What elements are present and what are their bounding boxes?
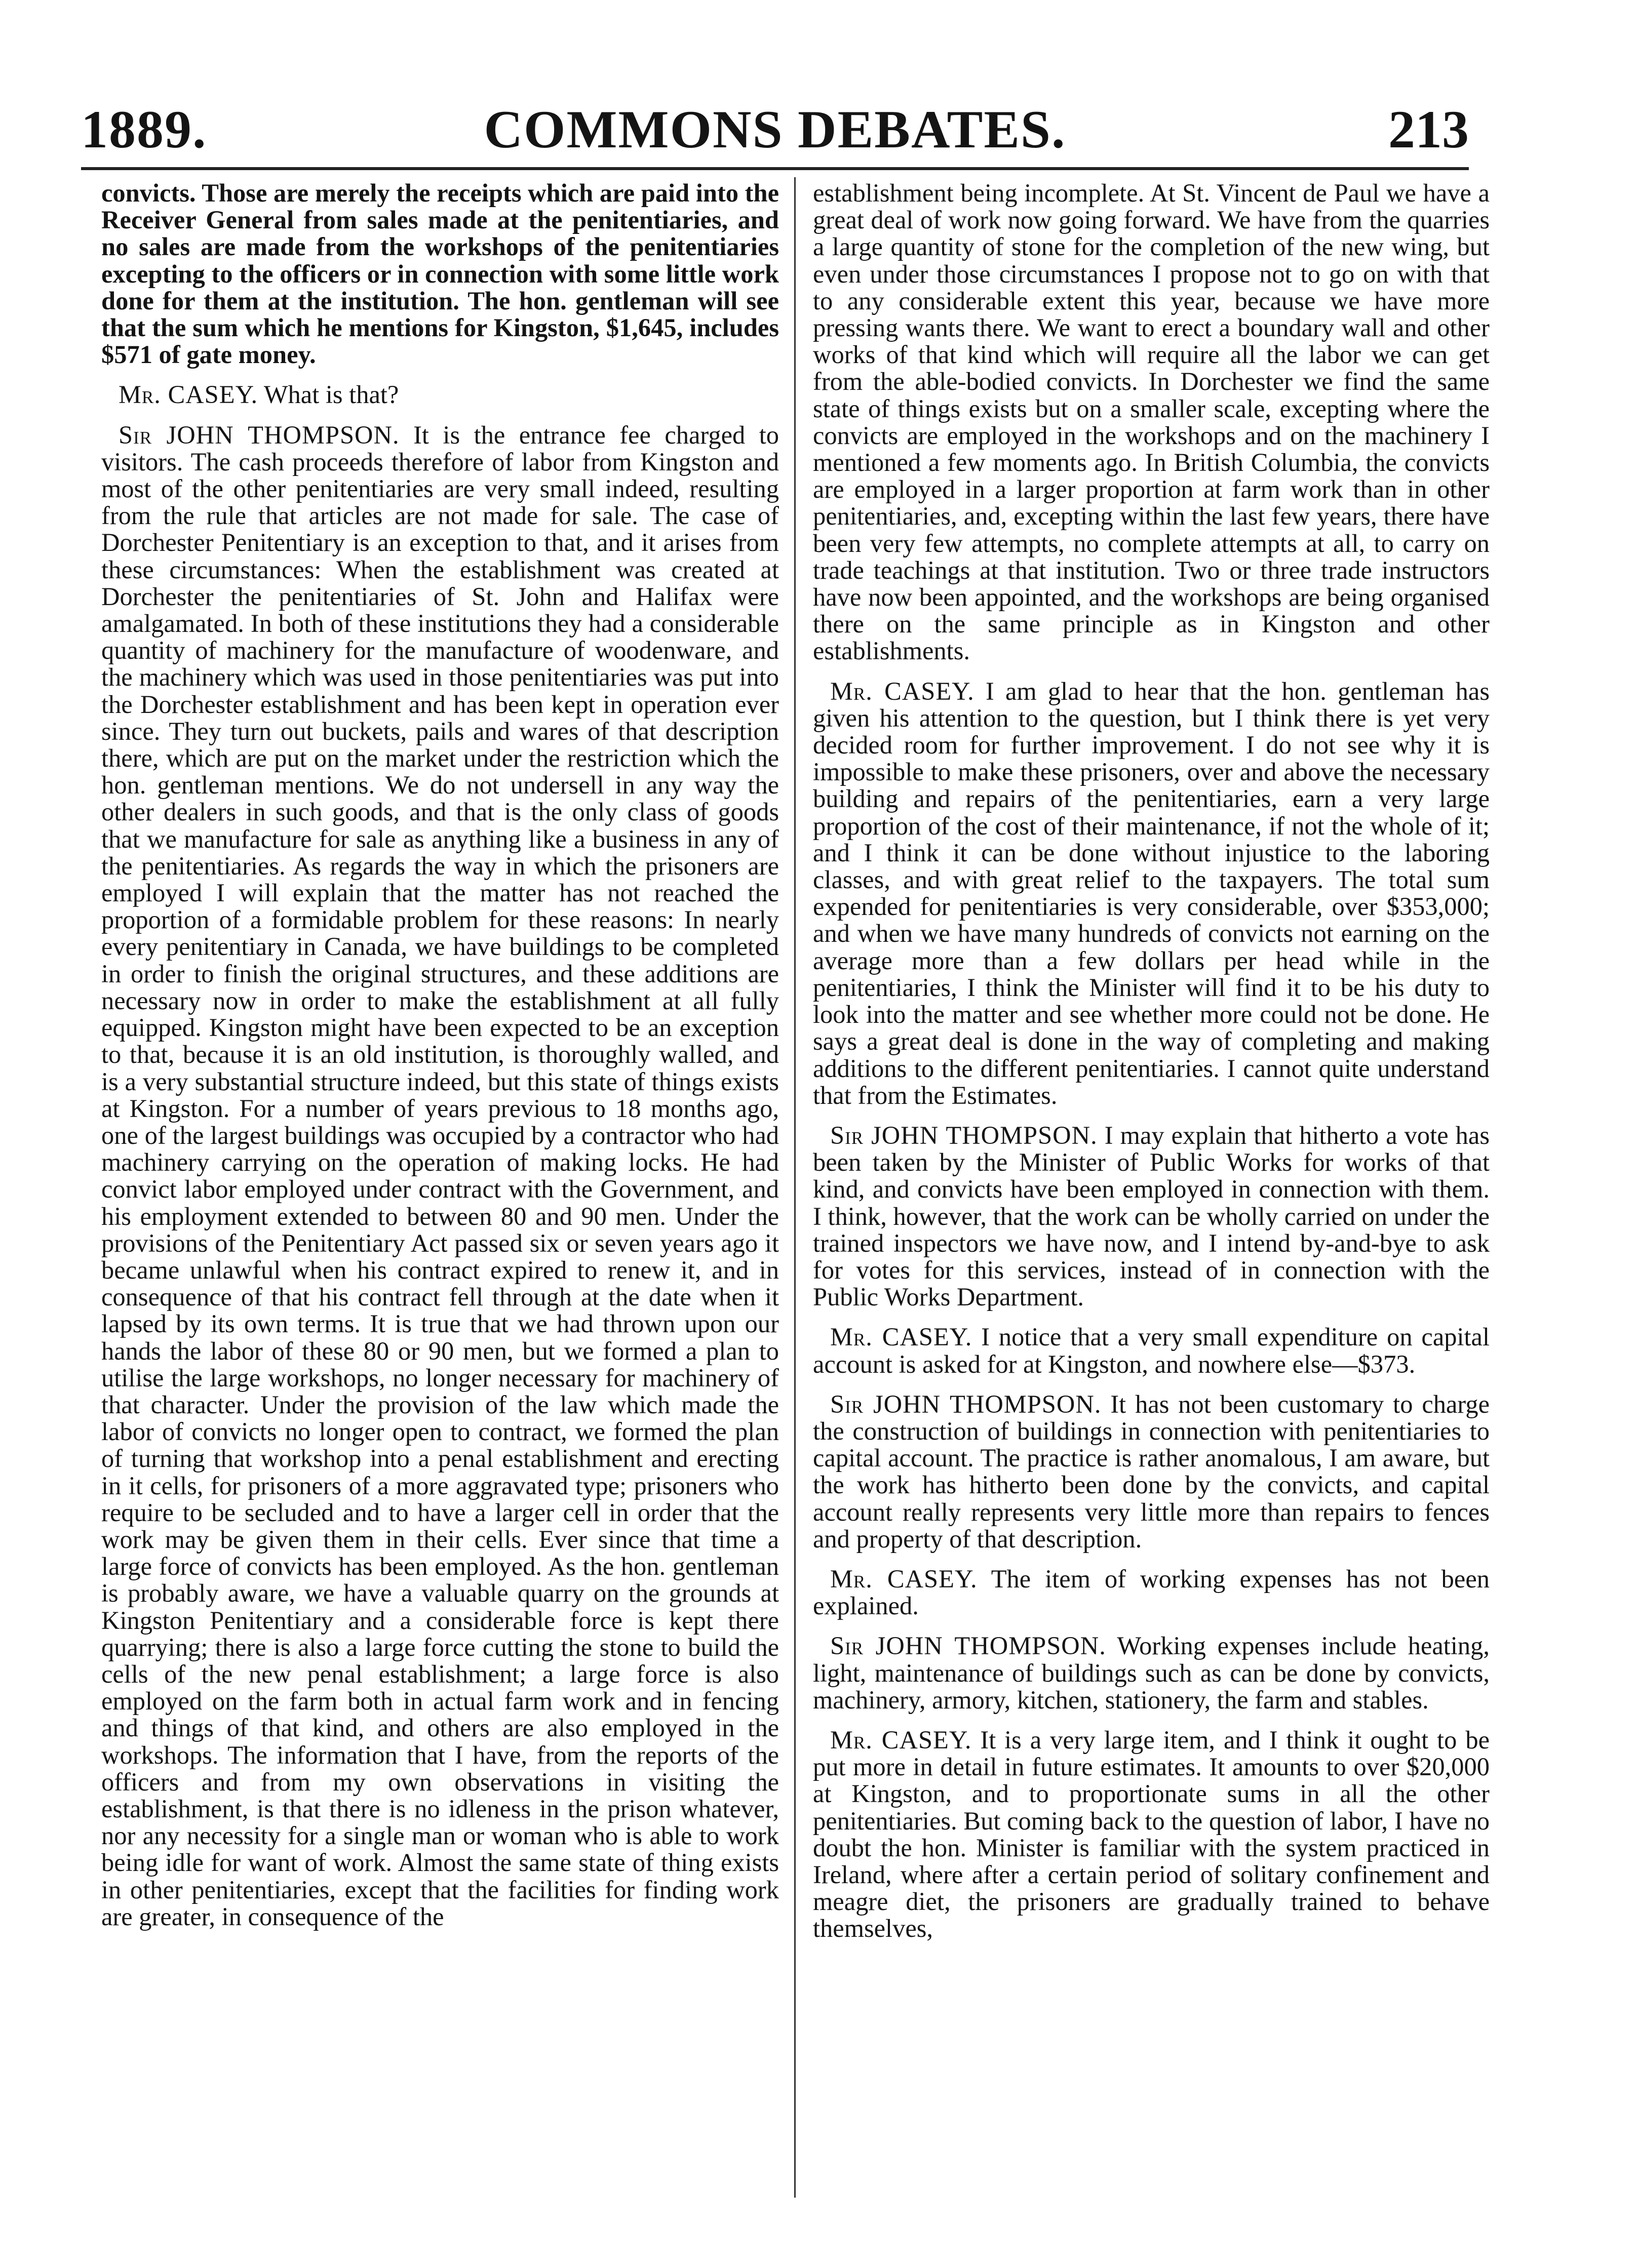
- paragraph-text: convicts. Those are merely the receipts which are paid into the Receiver General from sales made at the penitentiaries, and no sales are made from the workshops of the penitentiaries excepting to the officers or in connection with some little work done for them at the institution. The hon. gentleman will see that the sum which he mentions for Kingston, $1,645, includes $571 of gate money.: [101, 180, 779, 369]
- paragraph-text: establishment being incomplete. At St. Vincent de Paul we have a great deal of work now going forward. We have from the quarries a large quantity of stone for the completion of the new wing, but even under those circumstances I propose not to go on with that to any considerable extent this year, because we have more pressing wants there. We want to erect a boundary wall and other works of that kind which will require all the labor we can get from the able-bodied convicts. In Dorchester we find the same state of things exists but on a smaller scale, excepting where the convicts are employed in the workshops and on the machinery I mentioned a few moments ago. In British Columbia, the convicts are employed in a larger proportion at farm work than in other penitentiaries, and, excepting within the last few years, there have been very few attempts, no complete attempts at all, to carry on trade teachings at that institution. Two or three trade instructors have now been appointed, and the workshops are being organised there on the same principle as in Kingston and other establishments.: [813, 180, 1490, 665]
- paragraph-text: It is the entrance fee charged to visitors. The cash proceeds therefore of labor from Kingston and most of the other penitentiaries are very small indeed, resulting from the rule that articles are not made for sale. The case of Dorchester Penitentiary is an exception to that, and it arises from these circumstances: When the establishment was created at Dorchester the penitentiaries of St. John and Halifax were amalgamated. In both of these institutions they had a considerable quantity of machinery for the manufacture of woodenware, and the machinery which was used in those penitentiaries was put into the Dorchester establishment and has been kept in operation ever since. They turn out buckets, pails and wares of that description there, which are put on the market under the restriction which the hon. gentleman mentions. We do not undersell in any way the other dealers in such goods, and that is the only class of goods that we manufacture for sale as anything like a business in any of the penitentiaries. As regards the way in which the prisoners are employed I will explain that the matter has not reached the proportion of a formidable problem for these reasons: In nearly every penitentiary in Canada, we have buildings to be completed in order to finish the original structures, and these additions are necessary now in order to make the establishment at all fully equipped. Kingston might have been expected to be an exception to that, because it is an old institution, is thoroughly walled, and is a very substantial structure indeed, but this state of things exists at Kingston. For a number of years previous to 18 months ago, one of the largest buildings was occupied by a contractor who had machinery carrying on the operation of making locks. He had convict labor employed under contract with the Government, and his employment extended to between 80 and 90 men. Under the provisions of the Penitentiary Act passed six or seven years ago it became unlawful when his contract expired to renew it, and in consequence of that his contract fell through at the date when it lapsed by its own terms. It is true that we had thrown upon our hands the labor of these 80 or 90 men, but we formed a plan to utilise the large workshops, no longer necessary for machinery of that character. Under the provision of the law which made the labor of convicts no longer open to contract, we formed the plan of turning that workshop into a penal establishment and erecting in it cells, for prisoners of a more aggravated type; prisoners who require to be secluded and to have a larger cell in order that the work may be given them in their cells. Ever since that time a large force of convicts has been employed. As the hon. gentleman is probably aware, we have a valuable quarry on the grounds at Kingston Penitentiary and a considerable force is kept there quarrying; there is also a large force cutting the stone to build the cells of the new penal establishment; a large force is also employed on the farm both in actual farm work and in fencing and things of that kind, and others are also employed in the workshops. The information that I have, from the reports of the officers and from my own observations in visiting the establishment, is that there is no idleness in the prison whatever, nor any necessity for a single man or woman who is able to work being idle for want of work. Almost the same state of thing exists in other penitentiaries, except that the facilities for finding work are greater, in consequence of the: [101, 420, 779, 1931]
- speaker-name: Mr. CASEY.: [830, 1323, 972, 1351]
- paragraph: [813, 180, 1490, 665]
- paragraph-text: I am glad to hear that the hon. gentleman has given his attention to the question, but I think there is yet very decided room for further improvement. I do not see why it is impossible to make these prisoners, over and above the necessary building and repairs of the penitentiaries, earn a very large proportion of the cost of their maintenance, if not the whole of it; and I think it can be done without injustice to the laboring classes, and with great relief to the taxpayers. The total sum expended for penitentiaries is very considerable, over $353,000; and when we have many hundreds of convicts not earning on the average more than a few dollars per head while in the penitentiaries, I think the Minister will find it to be his duty to look into the matter and see whether more could not be done. He says a great deal is done in the way of completing and making additions to the different penitentiaries. I cannot quite understand that from the Estimates.: [813, 677, 1490, 1109]
- speaker-name: Sir JOHN THOMPSON.: [830, 1389, 1102, 1418]
- paragraph: [813, 1633, 1490, 1714]
- header-rule: [81, 167, 1469, 170]
- paragraph-text: Working expenses include heating, light, maintenance of buildings such as can be done by convicts, machinery, armory, kitchen, stationery, the farm and stables.: [813, 1632, 1490, 1714]
- paragraph: [813, 1727, 1490, 1942]
- right-column: [813, 180, 1490, 2205]
- speaker-name: Sir JOHN THOMPSON.: [119, 420, 400, 449]
- speaker-name: Mr. CASEY.: [830, 1564, 978, 1593]
- speaker-name: Mr. CASEY.: [119, 380, 258, 409]
- column-divider: [794, 177, 796, 2198]
- paragraph: [813, 1122, 1490, 1310]
- header-year: 1889.: [81, 100, 207, 159]
- paragraph: [813, 1324, 1490, 1377]
- paragraph: [101, 180, 779, 368]
- left-column: [101, 180, 779, 2205]
- paragraph-text: It is a very large item, and I think it ought to be put more in detail in future estimates. It amounts to over $20,000 at Kingston, and to proportionate sums in all the other penitentiaries. But coming back to the question of labor, I have no doubt the hon. Minister is familiar with the system practiced in Ireland, where after a certain period of solitary confinement and meagre diet, the prisoners are gradually trained to behave themselves,: [813, 1725, 1490, 1943]
- paragraph: [101, 422, 779, 1930]
- speaker-name: Mr. CASEY.: [830, 1725, 972, 1754]
- paragraph: [813, 678, 1490, 1109]
- paragraph: [101, 381, 779, 408]
- paragraph: [813, 1391, 1490, 1553]
- paragraph-text: I may explain that hitherto a vote has been taken by the Minister of Public Works for works of that kind, and convicts have been employed in connection with them. I think, however, that the work can be wholly carried on under the trained inspectors we have now, and I intend by-and-bye to ask for votes for this services, instead of in connection with the Public Works Department.: [813, 1121, 1490, 1311]
- paragraph-text: What is that?: [263, 380, 399, 409]
- speaker-name: Sir JOHN THOMPSON.: [830, 1632, 1106, 1660]
- header-page-number: 213: [1388, 100, 1469, 159]
- page-header: [81, 99, 1469, 159]
- paragraph-text: It has not been customary to charge the construction of buildings in connection with penitentiaries to capital account. The practice is rather anomalous, I am aware, but the work has hitherto been done by the convicts, and capital account really represents very little more than repairs to fences and property of that description.: [813, 1389, 1490, 1553]
- paragraph-text: The item of working expenses has not been explained.: [813, 1564, 1490, 1620]
- speaker-name: Sir JOHN THOMPSON.: [830, 1121, 1098, 1149]
- speaker-name: Mr. CASEY.: [830, 677, 974, 705]
- paragraph: [813, 1566, 1490, 1619]
- header-title: COMMONS DEBATES.: [484, 100, 1066, 159]
- paragraph-text: I notice that a very small expenditure on capital account is asked for at Kingston, and nowhere else—$373.: [813, 1323, 1490, 1378]
